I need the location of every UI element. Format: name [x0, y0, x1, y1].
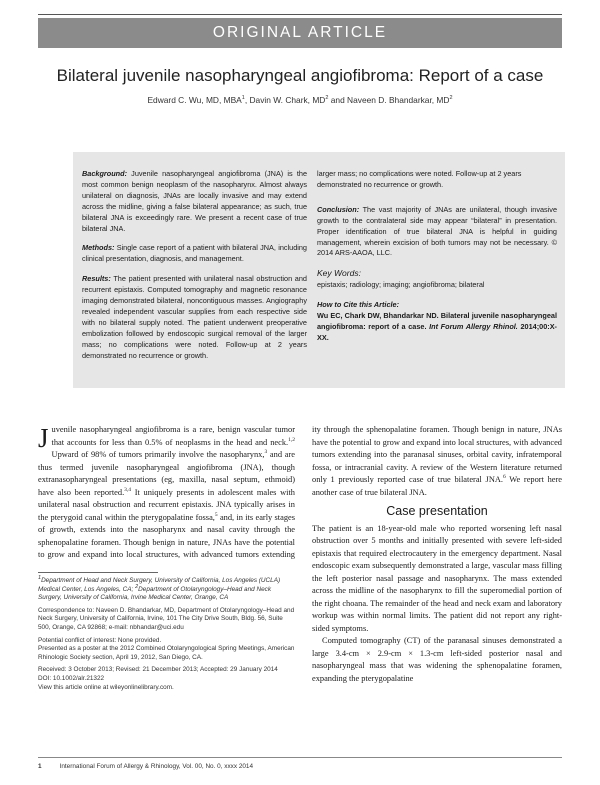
- affiliations: 1Department of Head and Neck Surgery, University of California, Los Angeles (UCLA) Medical Center, Los Angeles, CA; 2Department of Otolaryngology–Head and Neck Surgery, University of California, Irvine Medical Center, Orange, CA: [38, 574, 281, 602]
- author-1: Edward C. Wu, MD, MBA: [147, 95, 242, 105]
- abstract-results: Results: The patient presented with unilateral nasal obstruction and recurrent epistaxis. Computed tomography and magnetic resonance imaging demonstrated bilateral, noncontiguous masses. Angiography revealed independent vascular supplies from each respective side with no bilateral supply noted. The patient underwent preoperative embolization followed by endoscopic surgical removal of the larger mass; no complications were noted. Follow-up at 2 years demonstrated no recurrence or growth.: [82, 274, 307, 360]
- abstract-conclusion: Conclusion: The vast majority of JNAs are unilateral, though invasive growth to the contralateral side may appear “bilateral” in presentation. Proper identification of true bilateral JNA is helpful in guiding management, wherein excision of both tumors may not be necessary. © 2014 ARS-AAOA, LLC.: [317, 204, 557, 258]
- abstract-right-column: [317, 169, 557, 353]
- abstract-left-column: [82, 169, 307, 371]
- drop-cap: J: [38, 424, 49, 453]
- presented-note: Presented as a poster at the 2012 Combined Otolaryngological Spring Meetings, American Rhinologic Society section, April 19, 2012, San Diego, CA.: [38, 645, 295, 661]
- section-heading-case: Case presentation: [386, 504, 488, 518]
- case-paragraph-2: Computed tomography (CT) of the paranasal sinuses demonstrated a large 3.4-cm × 2.9-cm × 1.3-cm left-sided posterior nasal and nasopharyngeal mass that was widening the sphenopalatine foramen, expanding the pterygopalatine: [312, 636, 562, 683]
- page-number: 1: [38, 763, 42, 770]
- footer-rule: [38, 757, 562, 758]
- doi: DOI: 10.1002/alr.21322: [38, 674, 105, 682]
- footnote-rule: [38, 572, 158, 573]
- received-dates: Received: 3 October 2013; Revised: 21 December 2013; Accepted: 29 January 2014: [38, 666, 278, 674]
- abstract-keywords-label: Key Words:: [317, 268, 361, 279]
- intro-paragraph-end: ity through the sphenopalatine foramen. Though benign in nature, JNAs have the potential to grow and expand into local structures, with advanced tumors extending into the paranasal sinuses, orbital cavity, infratemporal fossa, or intracranial cavity. A review of the Western literature returned only 1 previously reported case of true bilateral JNA.$^6$ We report here another case of true bilateral JNA.: [312, 425, 562, 497]
- abstract-background: Background: Juvenile nasopharyngeal angiofibroma (JNA) is the most common benign neoplasm of the nasopharynx. Almost always unilateral on diagnosis, JNAs are locally invasive and may extend across the midline, giving a false bilateral appearance; as such, true bilateral JNA is exceedingly rare. We present a recent case of true bilateral JNA.: [82, 169, 307, 233]
- case-paragraph-1: The patient is an 18-year-old male who reported worsening left nasal obstruction over 5 months and initially presented with severe left-sided epistaxis that required electrocautery in the emergency department. Nasal endoscopic exam subsequently demonstrated a large, vascular mass filling the left posterior nasal passage and nasopharynx. The mass extended across the midline of the nasopharynx to fill the superomedial portion of the right choana. The remainder of the head and neck exam and laboratory workup was within normal limits. The patient did not report any right-sided symptoms.: [312, 523, 562, 633]
- body-left-column: [38, 424, 295, 560]
- top-rule: [38, 14, 562, 15]
- body-right-column: [312, 424, 562, 750]
- abstract-citation: Wu EC, Chark DW, Bhandarkar ND. Bilateral juvenile nasopharyngeal angiofibroma: report of a case. Int Forum Allergy Rhinol. 2014;00:X-XX.: [317, 311, 557, 342]
- footnotes: [38, 574, 296, 696]
- correspondence: Correspondence to: Naveen D. Bhandarkar, MD, Department of Otolaryngology–Head and Neck Surgery, University of California, Irvine, 101 The City Drive South, Bldg. 56, Suite 500, Orange, CA 92868; e-mail: nbhandar@uci.edu: [38, 606, 295, 631]
- online-link[interactable]: View this article online at wileyonlinelibrary.com.: [38, 683, 174, 691]
- abstract-methods: Methods: Single case report of a patient with bilateral JNA, including clinical presentation, diagnosis, and management.: [82, 243, 307, 264]
- author-3-affiliation: 2: [449, 95, 453, 102]
- abstract-box: [73, 152, 565, 388]
- intro-paragraph: Juvenile nasopharyngeal angiofibroma is a rare, benign vascular tumor that accounts for less than 0.5% of neoplasms in the head and neck.$^{1,2}$ Upward of 98% of tumors primarily involve the nasopharynx,$^3$ and are thus termed juvenile nasopharyngeal angiofibroma (JNA), though extranasopharyngeal presentations (eg, maxilla, nasal septum, ethmoid) have also been reported.$^{3,4}$ It uniquely presents in adolescent males with unilateral nasal obstruction and recurrent epistaxis. JNA typically arises in the pterygoid canal within the pterygopalatine fossa,$^5$ and, in its early stages of growth, extends into the nasopharynx and nasal cavity through the sphenopalatine foramen. Though benign in nature, JNAs have the potential to grow and expand into local structures, with advanced tumors extending: [38, 424, 295, 560]
- author-2: , Davin W. Chark, MD: [244, 95, 326, 105]
- author-2-affiliation: 2: [325, 95, 329, 102]
- article-type-banner: ORIGINAL ARTICLE: [38, 18, 562, 48]
- author-line: [38, 95, 562, 105]
- author-3: and Naveen D. Bhandarkar, MD: [328, 95, 450, 105]
- author-1-affiliation: 1: [241, 95, 245, 102]
- abstract-results-continued: larger mass; no complications were noted. Follow-up at 2 years demonstrated no recurrence or growth.: [317, 169, 522, 189]
- abstract-cite-label: How to Cite this Article:: [317, 300, 400, 310]
- article-title: Bilateral juvenile nasopharyngeal angiofibroma: Report of a case: [56, 66, 544, 85]
- intro-continued: and, in its early stages of growth, extends into the nasopharynx and nasal cavity through the sphenopalatine foramen. Though benign in nature, JNAs have the potential to grow and expand into local structures, with advanced tumors extending: [38, 512, 295, 559]
- conflict-of-interest: Potential conflict of interest: None provided.: [38, 636, 162, 644]
- page-footer: [38, 763, 562, 770]
- journal-info: International Forum of Allergy & Rhinology, Vol. 00, No. 0, xxxx 2014: [59, 763, 254, 770]
- abstract-keywords: epistaxis; radiology; imaging; angiofibroma; bilateral: [317, 280, 485, 290]
